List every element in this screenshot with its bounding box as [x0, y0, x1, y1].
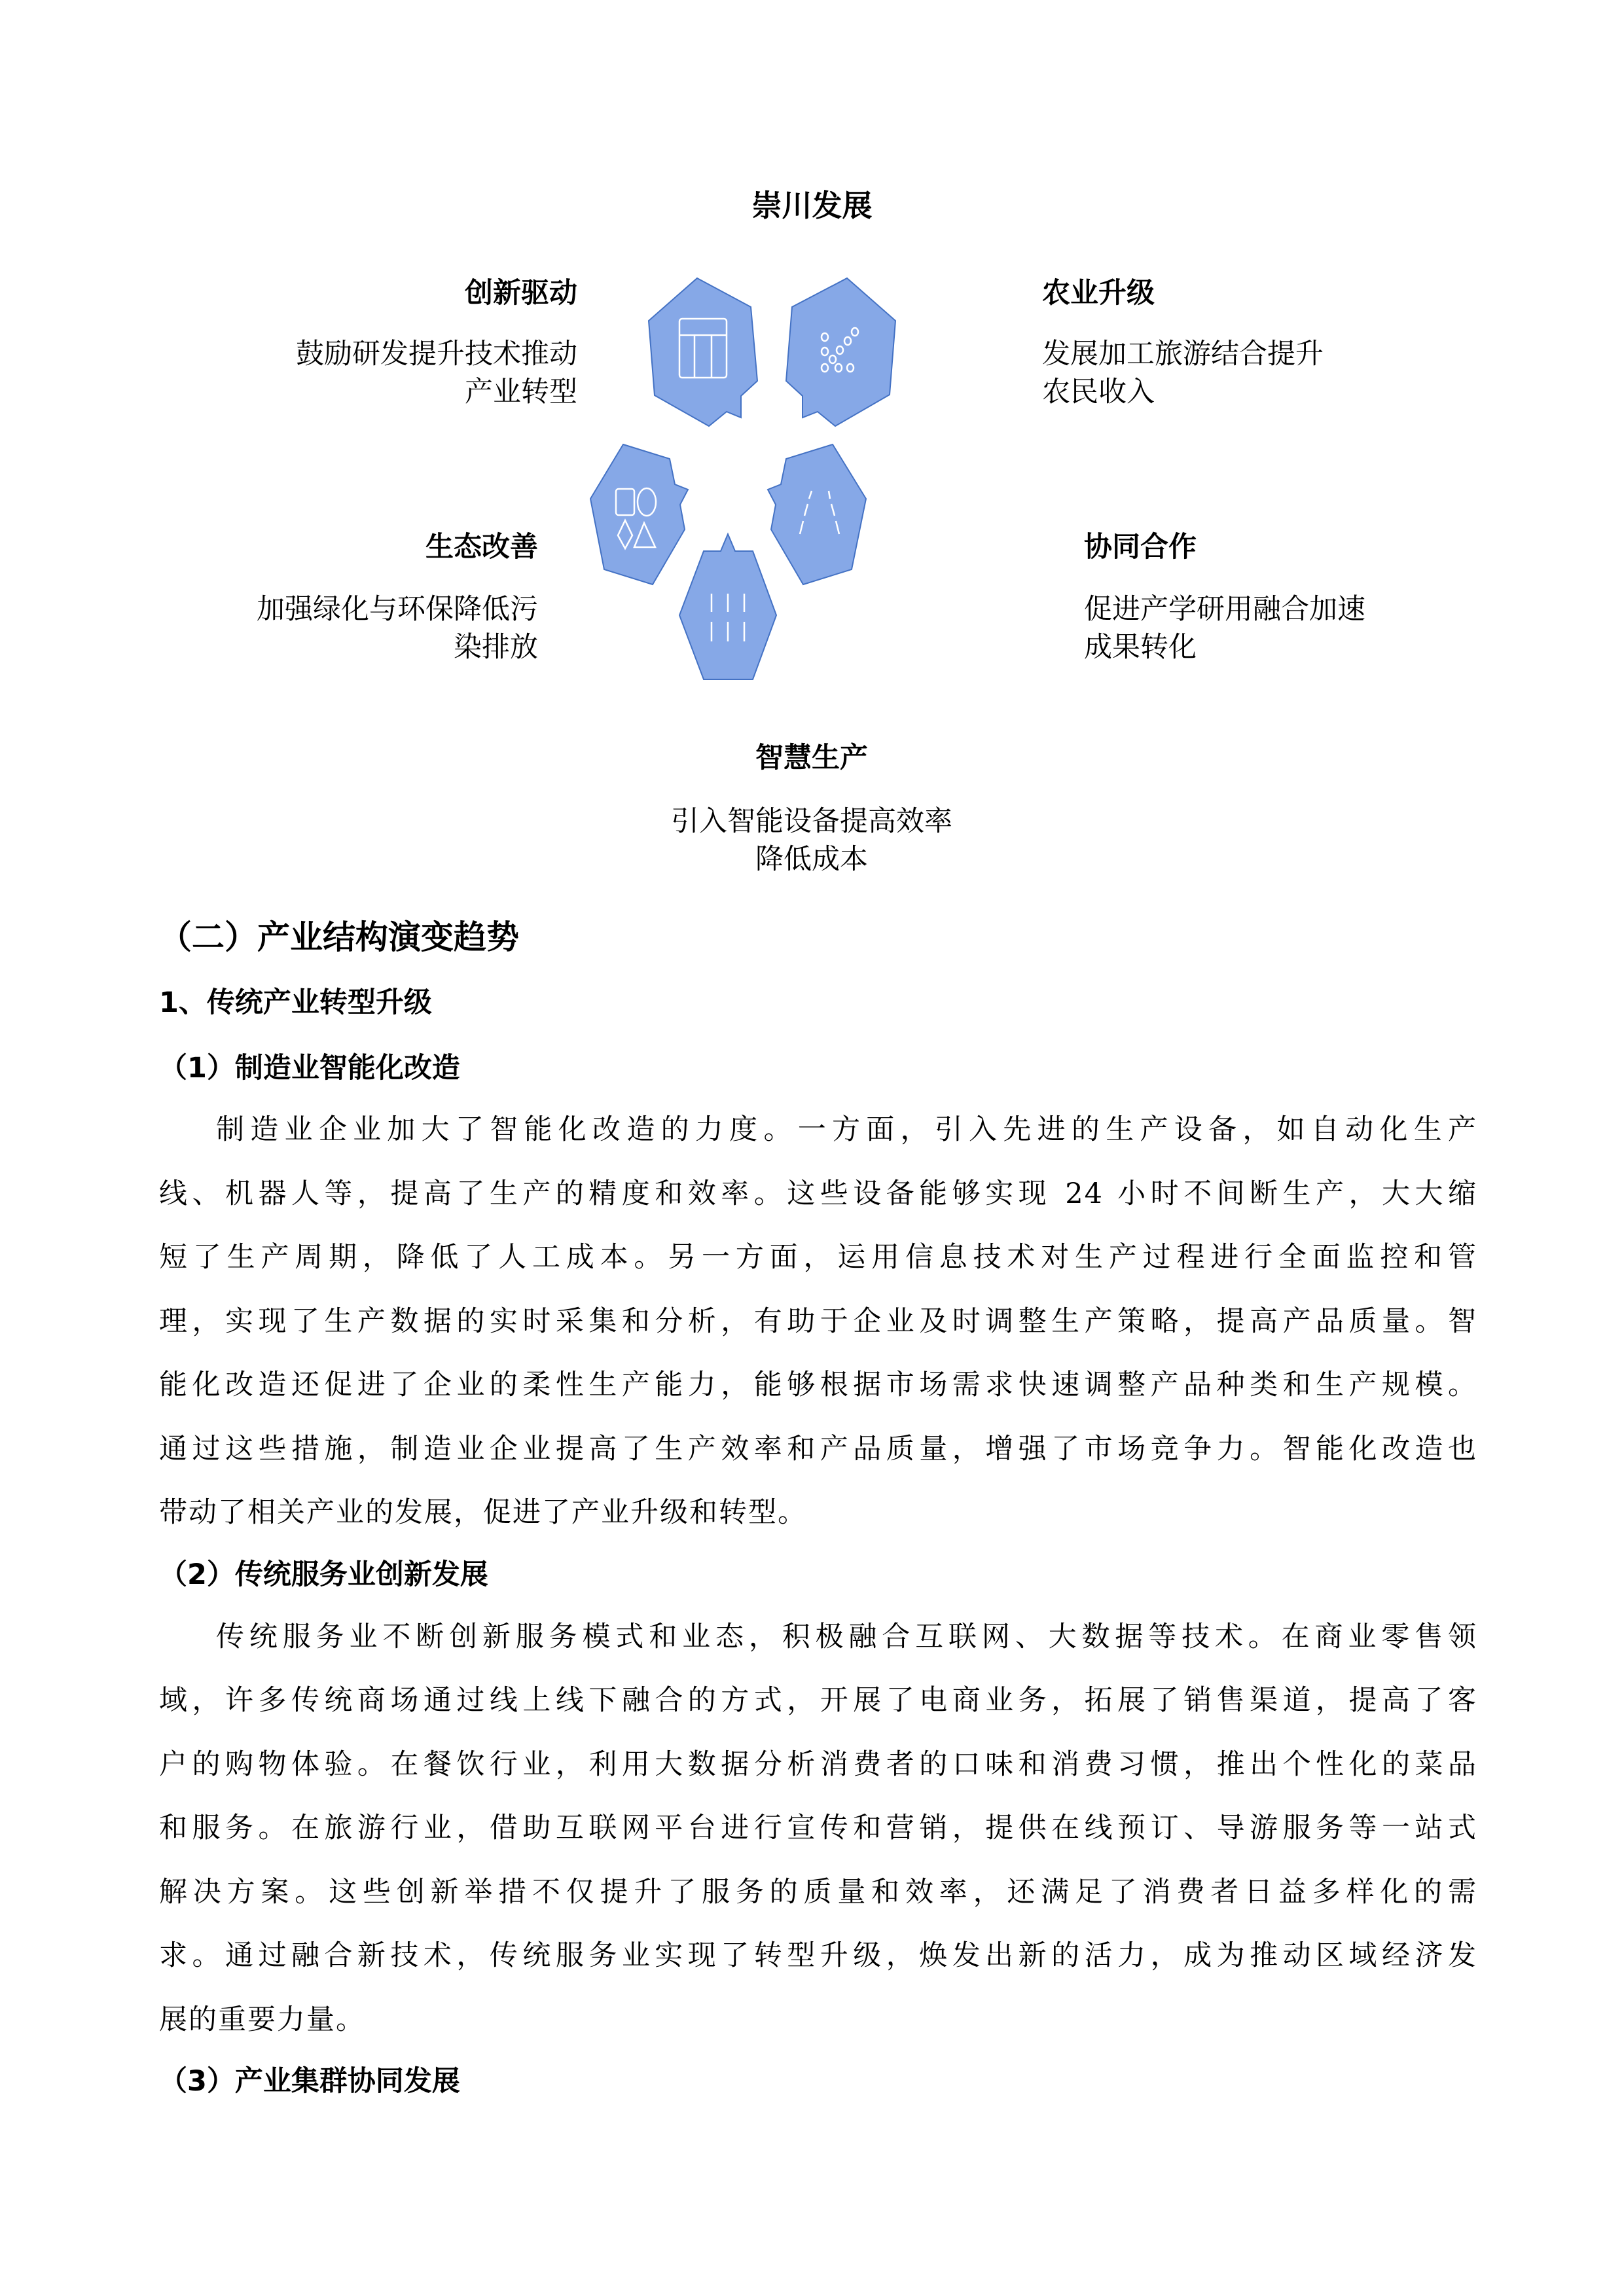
diagram-item-desc-smart-production: 引入智能设备提高效率 降低成本: [671, 805, 952, 876]
section-heading: （二）产业结构演变趋势: [159, 918, 519, 956]
hexagon-cooperation: [768, 444, 866, 584]
section-subheading: 1、传统产业转型升级: [159, 986, 432, 1019]
paragraph-line: 域，许多传统商场通过线上线下融合的方式，开展了电商业务，拓展了销售渠道，提高了客: [159, 1684, 1477, 1717]
paragraph-line: 展的重要力量。: [159, 2003, 365, 2036]
hexagon-agriculture: [786, 278, 895, 426]
paragraph-line: 理，实现了生产数据的实时采集和分析，有助于企业及时调整生产策略，提高产品质量。智: [159, 1305, 1477, 1338]
diagram-item-desc-cooperation: 促进产学研用融合加速 成果转化: [1084, 593, 1365, 664]
hexagon-smart-production: [679, 534, 776, 679]
subsection-heading-services: （2）传统服务业创新发展: [159, 1558, 488, 1591]
diagram-item-title-innovation: 创新驱动: [465, 277, 577, 310]
diagram-item-desc-ecology: 加强绿化与环保降低污 染排放: [257, 593, 538, 664]
diagram-item-desc-innovation: 鼓励研发提升技术推动 产业转型: [296, 338, 577, 408]
paragraph-line: 带动了相关产业的发展，促进了产业升级和转型。: [159, 1496, 807, 1529]
paragraph-line: 求。通过融合新技术，传统服务业实现了转型升级，焕发出新的活力，成为推动区域经济发: [159, 1939, 1477, 1972]
diagram-hexagon-cluster: [0, 0, 1624, 916]
diagram-item-title-smart-production: 智慧生产: [755, 742, 868, 774]
subsection-heading-clusters: （3）产业集群协同发展: [159, 2065, 460, 2098]
subsection-heading-manufacturing: （1）制造业智能化改造: [159, 1052, 460, 1085]
hexagon-ecology: [590, 444, 688, 584]
paragraph-line: 通过这些措施，制造业企业提高了生产效率和产品质量，增强了市场竞争力。智能化改造也: [159, 1433, 1477, 1465]
paragraph-line: 制造业企业加大了智能化改造的力度。一方面，引入先进的生产设备，如自动化生产: [216, 1113, 1477, 1146]
paragraph-line: 能化改造还促进了企业的柔性生产能力，能够根据市场需求快速调整产品种类和生产规模。: [159, 1369, 1477, 1401]
diagram-item-title-ecology: 生态改善: [425, 531, 538, 564]
paragraph-line: 解决方案。这些创新举措不仅提升了服务的质量和效率，还满足了消费者日益多样化的需: [159, 1876, 1477, 1909]
diagram-title: 崇川发展: [751, 188, 873, 223]
paragraph-line: 户的购物体验。在餐饮行业，利用大数据分析消费者的口味和消费习惯，推出个性化的菜品: [159, 1748, 1477, 1781]
hexagon-innovation: [649, 278, 757, 426]
diagram-item-desc-agriculture: 发展加工旅游结合提升 农民收入: [1042, 338, 1324, 408]
paragraph-line: 和服务。在旅游行业，借助互联网平台进行宣传和营销，提供在线预订、导游服务等一站式: [159, 1812, 1477, 1844]
paragraph-line: 短了生产周期，降低了人工成本。另一方面，运用信息技术对生产过程进行全面监控和管: [159, 1241, 1477, 1274]
paragraph-line: 传统服务业不断创新服务模式和业态，积极融合互联网、大数据等技术。在商业零售领: [216, 1621, 1477, 1653]
diagram-item-title-cooperation: 协同合作: [1084, 531, 1197, 564]
diagram-item-title-agriculture: 农业升级: [1042, 277, 1155, 310]
paragraph-line: 线、机器人等，提高了生产的精度和效率。这些设备能够实现 24 小时不间断生产，大大缩: [159, 1177, 1477, 1210]
